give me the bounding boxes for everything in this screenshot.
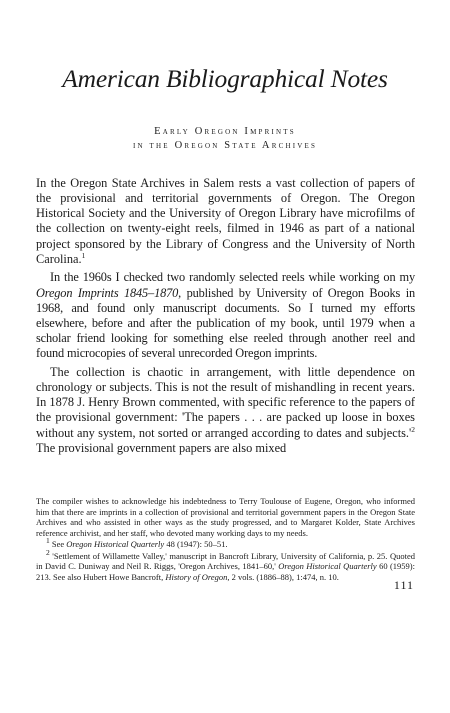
article-title-line-2: in the Oregon State Archives bbox=[132, 140, 318, 151]
footnote-ref: 2 bbox=[411, 424, 415, 434]
footnote-1: 1 See Oregon Historical Quarterly 48 (1947): 50–51. bbox=[46, 536, 228, 549]
page-number: 111 bbox=[393, 578, 414, 592]
paragraph: In the 1960s I checked two randomly selected reels while working on my Oregon Imprints 1845–1870, published by University of Oregon Books in 1968, and found only manuscript documents. So I turned my efforts elsewhere, before and after the publication of my book, until 1979 when a scholar friend looking for something else reeled through another reel and found microcopies of several unrecorded Oregon imprints. bbox=[36, 270, 415, 361]
footnotes bbox=[36, 496, 415, 582]
footnote-2: 2 'Settlement of Willamette Valley,' manuscript in Bancroft Library, University of California, p. 25. Quoted in David C. Duniway and Neil R. Riggs, 'Oregon Archives, 1841–60,' Oregon Historical Quarterly 60 (1959): 213. See also Hubert Howe Bancroft, History of Oregon, 2 vols. (1886–88), 1:474, n. 10. bbox=[36, 547, 415, 582]
article-title bbox=[0, 125, 450, 153]
article-title-line-1: Early Oregon Imprints bbox=[154, 126, 296, 137]
section-title: American Bibliographical Notes bbox=[62, 64, 388, 93]
article-body bbox=[36, 176, 415, 456]
footnote-ref: 1 bbox=[81, 250, 86, 260]
book-title: Oregon Imprints 1845–1870 bbox=[36, 285, 179, 300]
paragraph: The collection is chaotic in arrangement, with little dependence on chronology or subjects. This is not the result of mishandling in recent years. In 1878 J. Henry Brown commented, with specific reference to the papers of the provisional government: 'The papers . . . are packed up loose in boxes without any system, not sorted or arranged according to dates and $subjects.'^2$ The provisional government papers are also mixed bbox=[36, 364, 415, 455]
footnote-acknowledgement: The compiler wishes to acknowledge his indebtedness to Terry Toulouse of Eugene, Oregon, who informed him that there are imprints in a collection of provisional and territorial government papers in the Oregon State Archives and who assisted in other ways as the study progressed, and to Margaret Kolder, State Archives reference archivist, and her staff, who devoted many working days to my needs. bbox=[36, 496, 415, 538]
paragraph: In the Oregon State Archives in Salem rests a vast collection of papers of the provisional and territorial governments of Oregon. The Oregon Historical Society and the University of Oregon Library have microfilms of the collection on twenty-eight reels, filmed in 1946 as part of a national project sponsored by the Library of Congress and the University of North Carolina.$^1$ bbox=[36, 176, 415, 266]
